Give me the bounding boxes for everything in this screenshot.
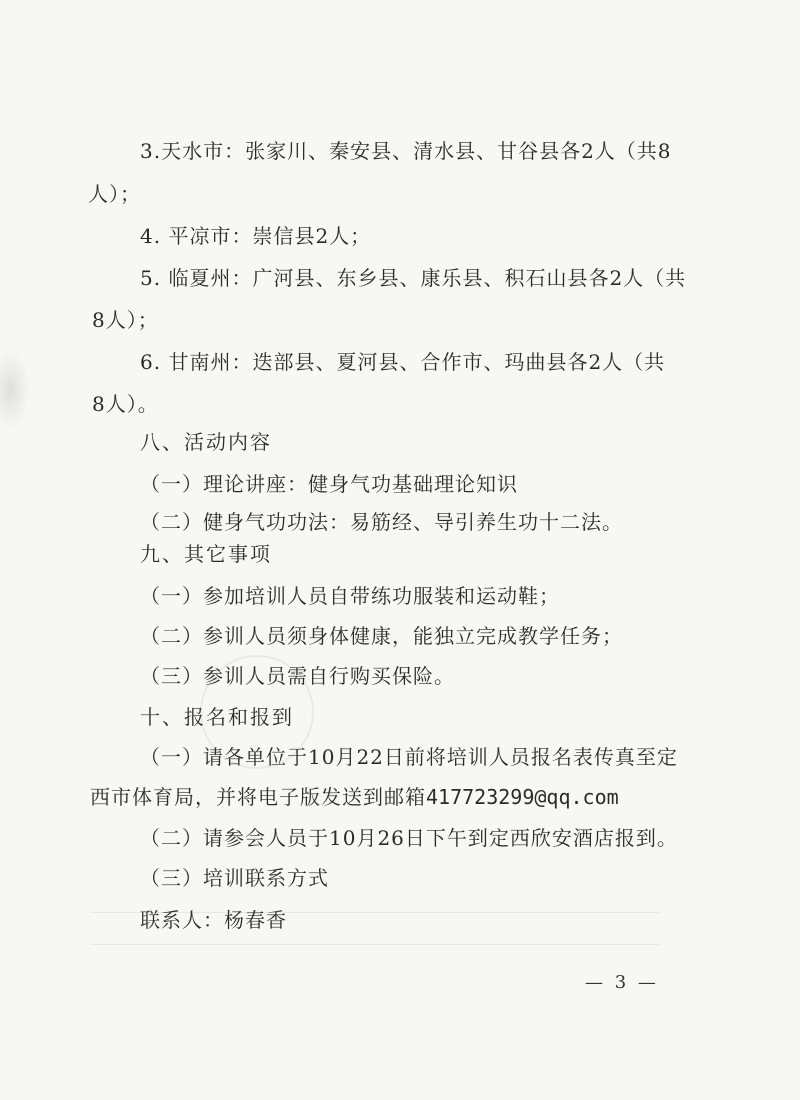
text-line-gannan: 6. 甘南州：迭部县、夏河县、合作市、玛曲县各2人（共 <box>140 350 666 374</box>
text-line-qigong-methods: （二）健身气功功法：易筋经、导引养生功十二法。 <box>140 510 623 534</box>
bleed-through-rule <box>90 944 660 945</box>
text-line-registration: （一）请各单位于10月22日前将培训人员报名表传真至定 <box>140 745 678 769</box>
email-address: 417723299@qq.com <box>426 785 619 809</box>
text-line-pingliang: 4. 平凉市：崇信县2人； <box>140 224 372 248</box>
section-heading-9: 九、其它事项 <box>140 542 272 566</box>
text-line-tianshui: 3.天水市：张家川、秦安县、清水县、甘谷县各2人（共8 <box>140 139 672 163</box>
text-line-lecture: （一）理论讲座：健身气功基础理论知识 <box>140 472 518 496</box>
section-heading-10: 十、报名和报到 <box>140 705 294 729</box>
text-line-contact-method: （三）培训联系方式 <box>140 866 329 890</box>
section-heading-8: 八、活动内容 <box>140 430 272 454</box>
text-line-linxia-cont: 8人）； <box>92 308 159 332</box>
text-line-insurance: （三）参训人员需自行购买保险。 <box>140 664 455 688</box>
text-line-clothing: （一）参加培训人员自带练功服装和运动鞋； <box>140 584 560 608</box>
text-line-contact-person: 联系人：杨春香 <box>140 908 287 932</box>
text-line-checkin: （二）请参会人员于10月26日下午到定西欣安酒店报到。 <box>140 826 678 850</box>
email-line-text: 西市体育局，并将电子版发送到邮箱 <box>90 785 426 809</box>
text-line-gannan-cont: 8人）。 <box>92 392 159 416</box>
text-line-health: （二）参训人员须身体健康，能独立完成教学任务； <box>140 624 623 648</box>
text-line-linxia: 5. 临夏州：广河县、东乡县、康乐县、积石山县各2人（共 <box>140 266 687 290</box>
page-number: — 3 — <box>585 972 659 993</box>
text-line-tianshui-cont: 人）； <box>88 182 141 206</box>
scan-smudge <box>0 350 30 430</box>
text-line-email <box>90 783 619 811</box>
